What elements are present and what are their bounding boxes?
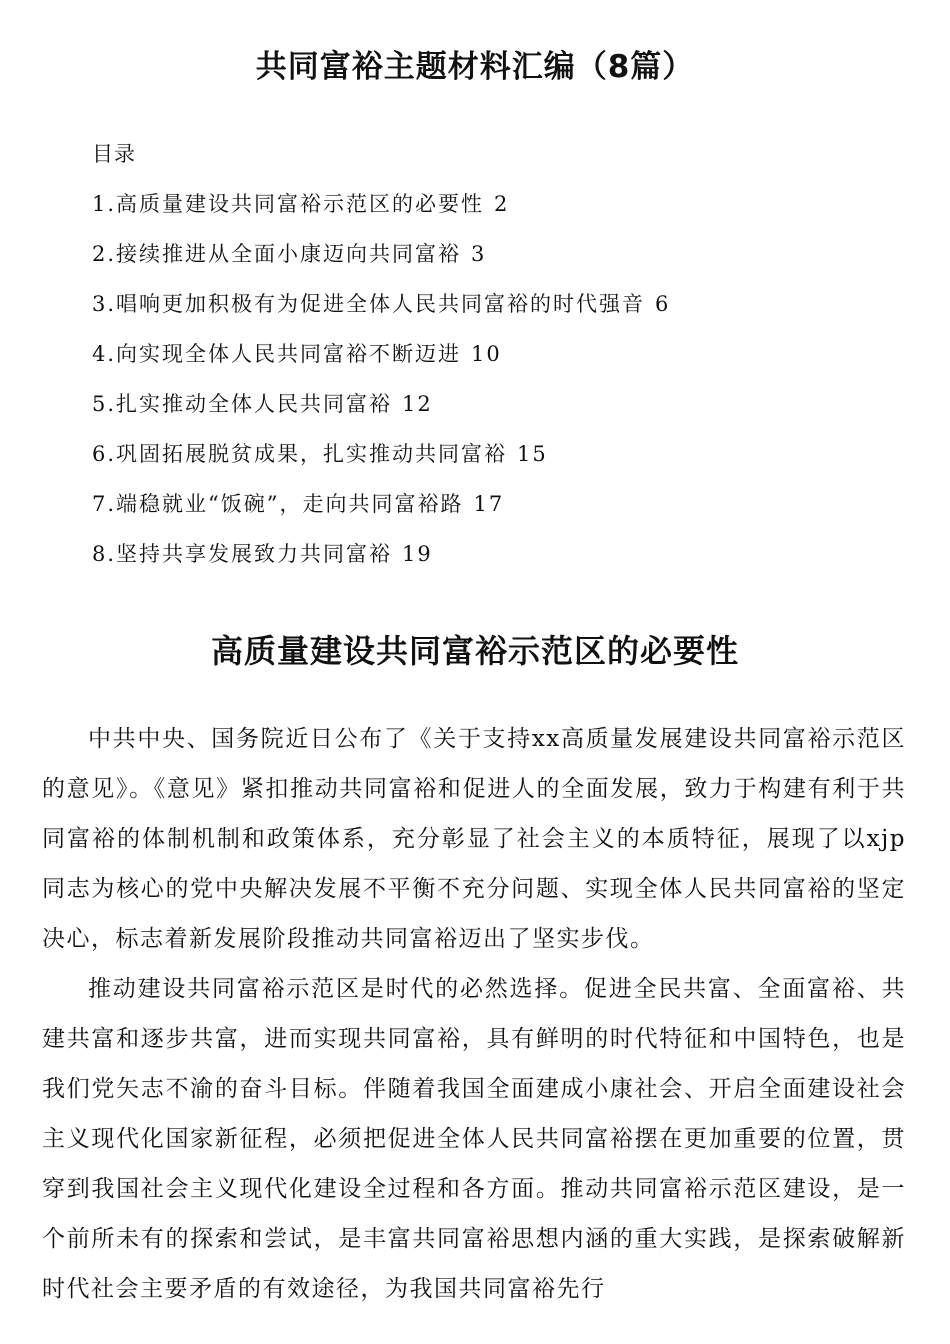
table-of-contents	[92, 136, 892, 586]
body-paragraph: 中共中央、国务院近日公布了《关于支持xx高质量发展建设共同富裕示范区的意见》。《意见》紧扣推动共同富裕和促进人的全面发展，致力于构建有利于共同富裕的体制机制和政策体系，充分彰显了社会主义的本质特征，展现了以xjp同志为核心的党中央解决发展不平衡不充分问题、实现全体人民共同富裕的坚定决心，标志着新发展阶段推动共同富裕迈出了坚实步伐。	[42, 726, 906, 952]
toc-item-page: 3	[471, 242, 487, 266]
toc-item-label: 1.高质量建设共同富裕示范区的必要性	[92, 192, 485, 216]
toc-item-label: 6.巩固拓展脱贫成果，扎实推动共同富裕	[92, 442, 508, 466]
document-title: 共同富裕主题材料汇编（8篇）	[255, 49, 695, 85]
toc-item-label: 3.唱响更加积极有为促进全体人民共同富裕的时代强音	[92, 292, 646, 316]
toc-item	[92, 536, 892, 572]
toc-item-label: 8.坚持共享发展致力共同富裕	[92, 542, 393, 566]
toc-heading: 目录	[92, 142, 136, 166]
toc-item-page: 6	[655, 292, 671, 316]
toc-item-page: 2	[494, 192, 510, 216]
toc-item	[92, 186, 892, 222]
section-title: 高质量建设共同富裕示范区的必要性	[210, 632, 739, 670]
toc-item-page: 17	[473, 492, 505, 516]
toc-item-label: 7.端稳就业“饭碗”，走向共同富裕路	[92, 492, 464, 516]
toc-item-label: 2.接续推进从全面小康迈向共同富裕	[92, 242, 462, 266]
toc-item	[92, 386, 892, 422]
toc-item	[92, 436, 892, 472]
body-paragraph: 推动建设共同富裕示范区是时代的必然选择。促进全民共富、全面富裕、共建共富和逐步共富，进而实现共同富裕，具有鲜明的时代特征和中国特色，也是我们党矢志不渝的奋斗目标。伴随着我国全面建成小康社会、开启全面建设社会主义现代化国家新征程，必须把促进全体人民共同富裕摆在更加重要的位置，贯穿到我国社会主义现代化建设全过程和各方面。推动共同富裕示范区建设，是一个前所未有的探索和尝试，是丰富共同富裕思想内涵的重大实践，是探索破解新时代社会主要矛盾的有效途径，为我国共同富裕先行	[42, 976, 906, 1302]
toc-item	[92, 236, 892, 272]
toc-item-label: 4.向实现全体人民共同富裕不断迈进	[92, 342, 462, 366]
toc-item	[92, 486, 892, 522]
toc-item-page: 10	[471, 342, 502, 366]
toc-item-page: 12	[402, 392, 433, 416]
toc-item-label: 5.扎实推动全体人民共同富裕	[92, 392, 393, 416]
section-body	[42, 714, 906, 1314]
toc-item-page: 19	[402, 542, 433, 566]
toc-item	[92, 286, 892, 322]
toc-item	[92, 336, 892, 372]
toc-item-page: 15	[517, 442, 548, 466]
